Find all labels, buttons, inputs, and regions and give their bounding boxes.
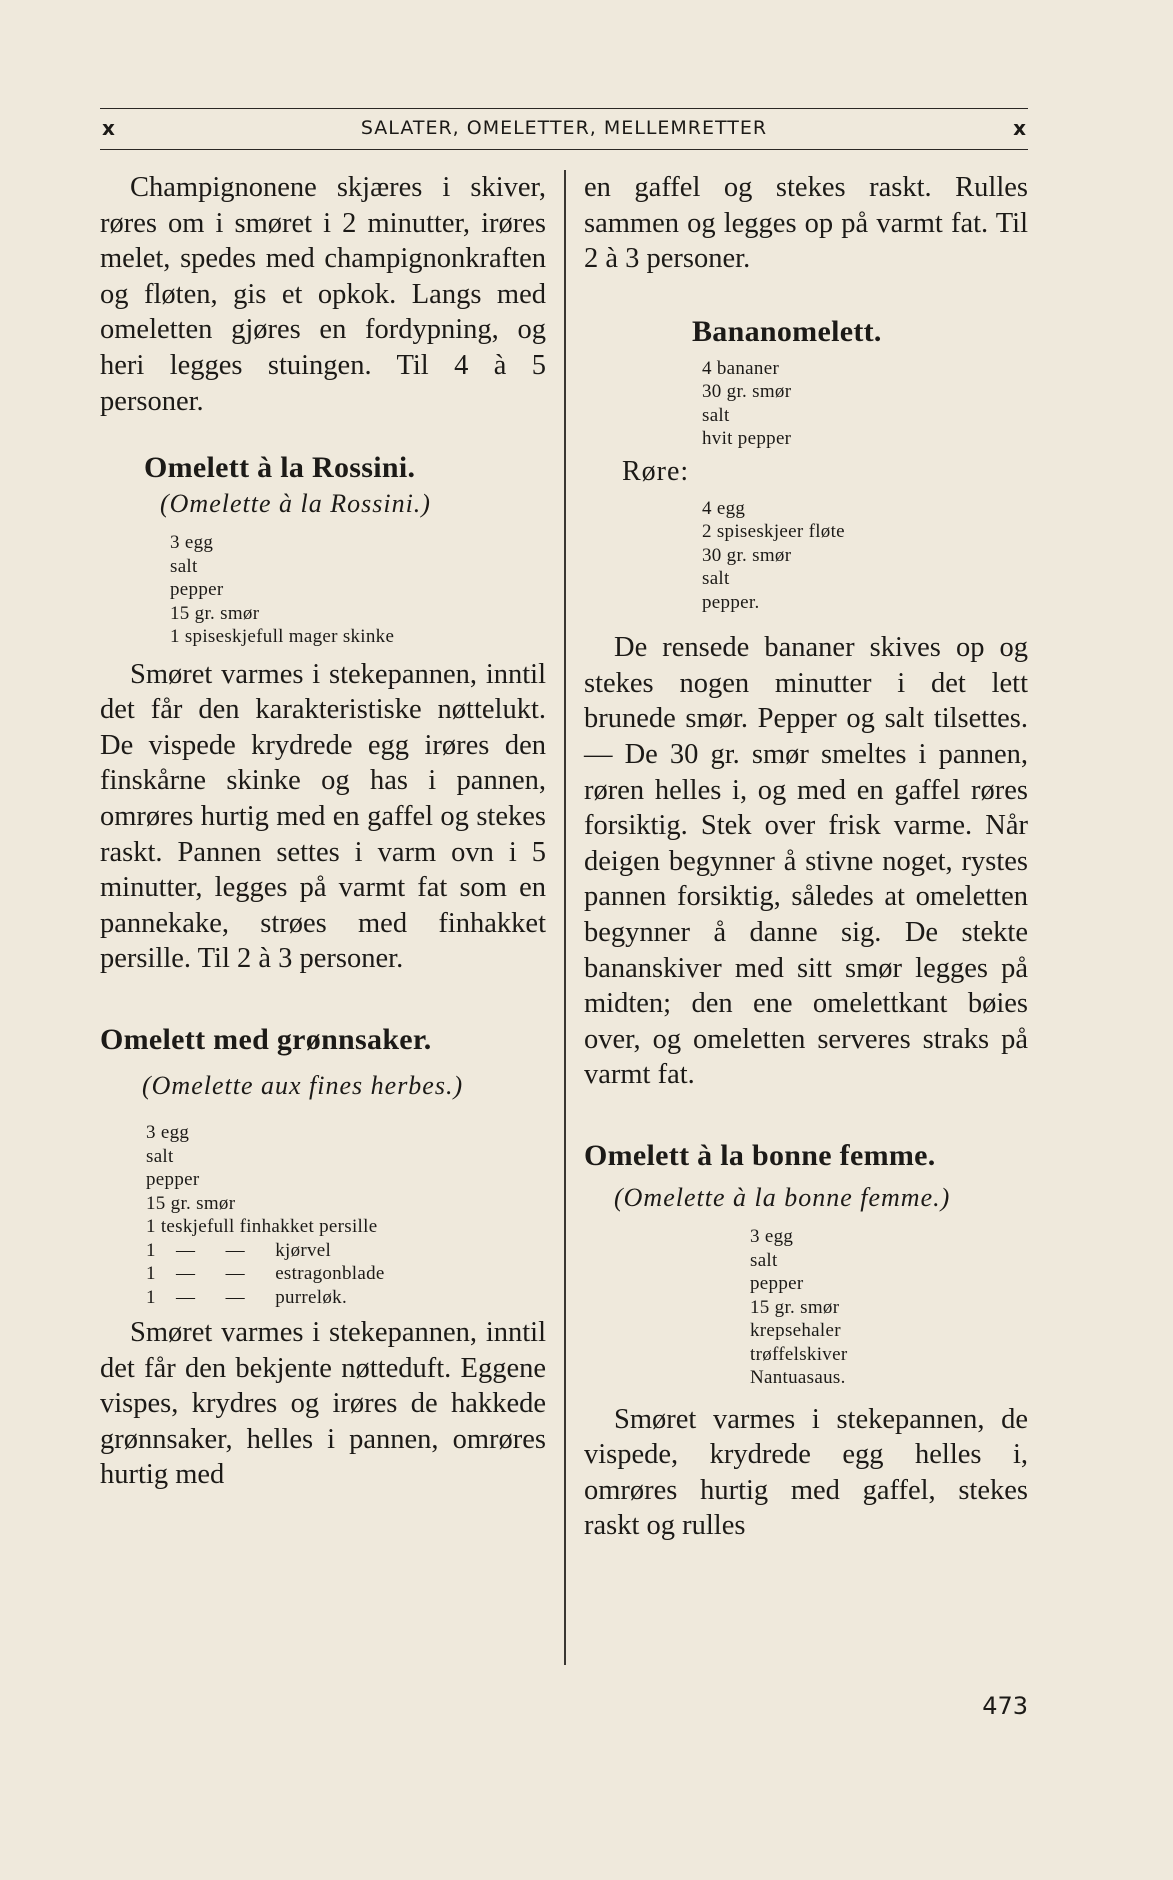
- ingredient-item: 1 teskjefull finhakket persille: [146, 1216, 378, 1237]
- ingredient-item: 15 gr. smør: [146, 1192, 236, 1214]
- recipe-subtitle-rossini: (Omelette à la Rossini.): [160, 489, 431, 519]
- ingredient-item: pepper: [146, 1169, 200, 1190]
- ingredient-item: 4 egg: [702, 497, 746, 519]
- recipe-title-bonne-femme: Omelett à la bonne femme.: [584, 1139, 936, 1172]
- ingredients-banan-a: [584, 357, 1028, 451]
- ingredient-item: 30 gr. smør: [702, 544, 792, 566]
- gronnsaker-heading: [100, 1021, 546, 1103]
- right-column: [584, 170, 1028, 1544]
- ingredient-item: 2 spiseskjeer fløte: [702, 521, 845, 543]
- rossini-heading: [100, 449, 546, 521]
- ingredient-item: 15 gr. smør: [750, 1296, 840, 1318]
- method-bonne-femme: Smøret varmes i stekepannen, de vispede, krydrede egg helles i, omrøres hurtig med gaffel, stekes raskt og rulles: [584, 1403, 1028, 1542]
- ingredients-gronnsaker: [100, 1121, 546, 1309]
- header-ornament-left: x: [102, 116, 115, 140]
- ingredient-item: Nantuasaus.: [750, 1367, 846, 1388]
- recipe-title-gronnsaker: Omelett med grønnsaker.: [100, 1023, 432, 1056]
- ingredient-item: salt: [170, 555, 198, 577]
- ingredient-item: 1 — — estragonblade: [146, 1263, 385, 1284]
- ingredient-item: 1 — — purreløk.: [146, 1286, 348, 1308]
- ingredient-item: 30 gr. smør: [702, 381, 792, 403]
- continuation-paragraph: en gaffel og stekes raskt. Rulles sammen og legges op på varmt fat. Til 2 à 3 personer.: [584, 172, 1028, 275]
- ingredient-item: salt: [750, 1249, 778, 1271]
- ingredient-item: 1 spiseskjefull mager skinke: [170, 626, 395, 648]
- recipe-subtitle-gronnsaker: (Omelette aux fines herbes.): [142, 1071, 464, 1100]
- header-title: SALATER, OMELETTER, MELLEMRETTER: [360, 117, 768, 139]
- ingredient-item: salt: [146, 1145, 174, 1167]
- ingredient-item: pepper: [170, 579, 224, 601]
- ingredient-item: pepper: [750, 1273, 804, 1294]
- ingredients-bonne-femme: [584, 1225, 1028, 1390]
- ingredient-item: salt: [702, 404, 730, 426]
- method-gronnsaker: Smøret varmes i stekepannen, inntil det får den bekjente nøtteduft. Eggene vispes, krydres og irøres de hakkede grønnsaker, helles i pannen, omrøres hurtig med: [100, 1317, 546, 1491]
- ingredient-item: trøffelskiver: [750, 1343, 848, 1365]
- header-ornament-right: x: [1013, 116, 1026, 140]
- method-rossini: Smøret varmes i stekepannen, inntil det får den karakteristiske nøttelukt. De vispede krydrede egg irøres den finskårne skinke og has i pannen, omrøres hurtig med en gaffel og stekes raskt. Pannen settes i varm ovn i 5 minutter, legges på varmt fat som en pannekake, strøes med finhakket persille. Til 2 à 3 personer.: [100, 658, 546, 975]
- ingredient-item: hvit pepper: [702, 428, 792, 450]
- ingredient-item: 3 egg: [146, 1122, 190, 1143]
- intro-paragraph: Champignonene skjæres i skiver, røres om i smøret i 2 minutter, irøres melet, spedes med champignonkraften og fløten, gis et opkok. Langs med omeletten gjøres en fordypning, og heri legges stuingen. Til 4 à 5 personer.: [100, 172, 546, 417]
- ingredient-item: pepper.: [702, 591, 760, 613]
- page-number: 473: [982, 1692, 1028, 1720]
- ingredient-item: 3 egg: [170, 532, 214, 554]
- left-column: [100, 170, 546, 1493]
- ingredient-item: krepsehaler: [750, 1320, 841, 1341]
- ingredient-item: 15 gr. smør: [170, 602, 260, 624]
- method-banan: De rensede bananer skives op og stekes nogen minutter i det lett brunede smør. Pepper og salt tilsettes. — De 30 gr. smør smeltes i pannen, røren helles i, og med en gaffel røres forsiktig. Stek over frisk varme. Når deigen begynner å stivne noget, rystes pannen forsiktig, således at omeletten begynner å danne sig. De stekte bananskiver med sitt smør legges på midten; den ene omelettkant bøies over, og omeletten serveres straks på varmt fat.: [584, 632, 1028, 1091]
- ingredient-item: 3 egg: [750, 1226, 794, 1247]
- rore-label: Røre:: [622, 455, 690, 487]
- column-divider: [564, 170, 566, 1665]
- ingredient-item: 1 — — kjørvel: [146, 1239, 332, 1261]
- bonne-femme-heading: [584, 1137, 1028, 1215]
- recipe-title-rossini: Omelett à la Rossini.: [144, 451, 416, 485]
- recipe-subtitle-bonne-femme: (Omelette à la bonne femme.): [614, 1183, 951, 1212]
- ingredient-item: 4 bananer: [702, 357, 780, 379]
- ingredient-item: salt: [702, 568, 730, 590]
- running-header: [100, 108, 1028, 150]
- ingredients-banan-b: [584, 497, 1028, 615]
- recipe-title-banan: Bananomelett.: [692, 314, 882, 348]
- ingredients-rossini: [100, 531, 546, 649]
